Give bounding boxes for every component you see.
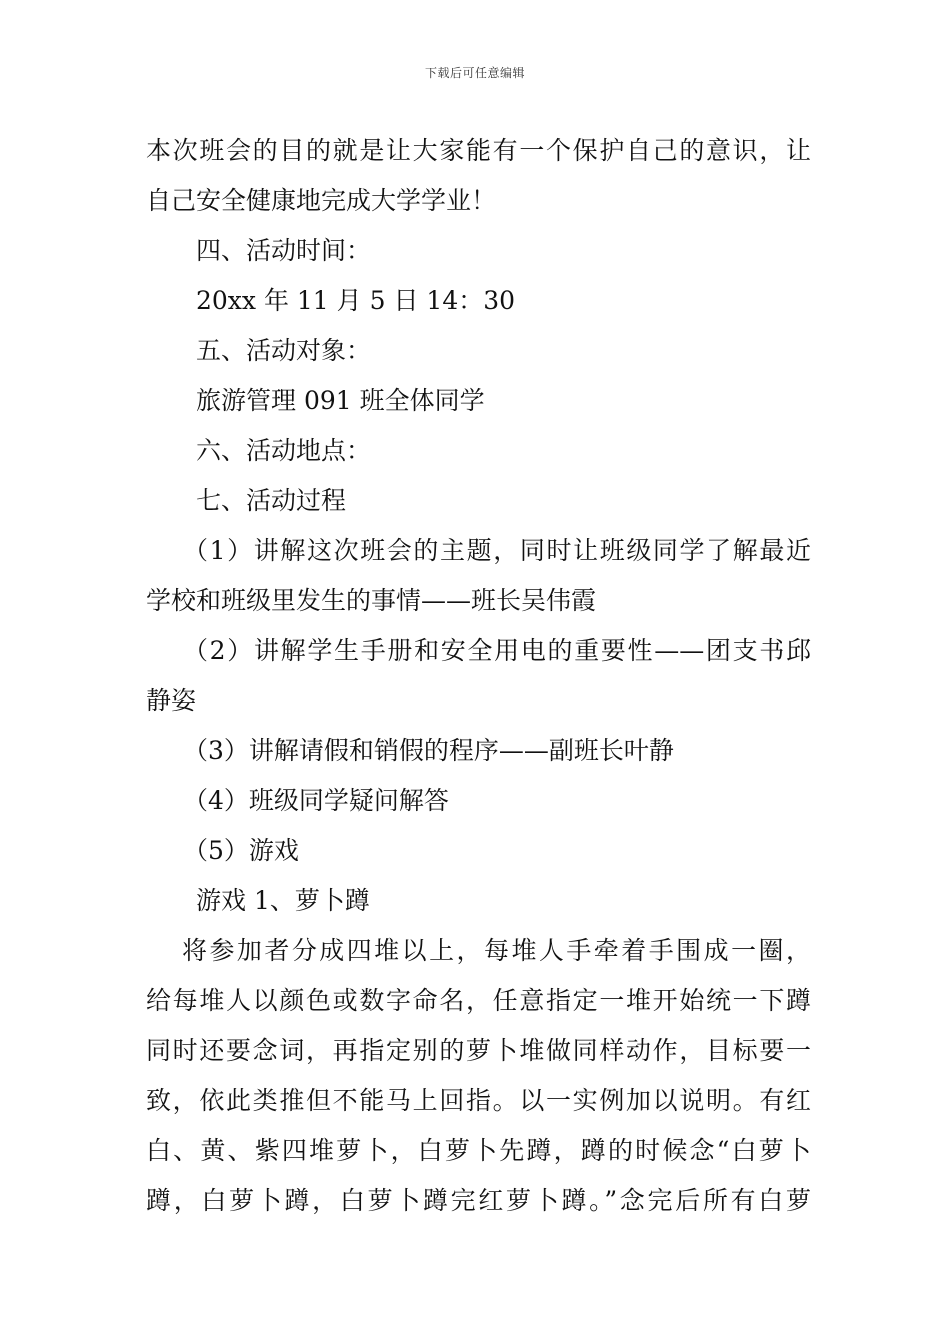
list-item-line: （4）班级同学疑问解答 — [183, 786, 449, 815]
section-heading: 七、活动过程 — [196, 486, 347, 515]
paragraph-line: 白、黄、紫四堆萝卜，白萝卜先蹲，蹲的时候念“白萝卜 — [146, 1136, 811, 1165]
list-item-line: （1）讲解这次班会的主题，同时让班级同学了解最近 — [183, 536, 811, 565]
paragraph-line: 致，依此类推但不能马上回指。以一实例加以说明。有红 — [146, 1086, 811, 1115]
paragraph-line: 20xx 年 11 月 5 日 14：30 — [196, 286, 516, 315]
list-item-line: （5）游戏 — [183, 836, 299, 865]
paragraph-line: 本次班会的目的就是让大家能有一个保护自己的意识，让 — [146, 136, 811, 165]
section-heading: 五、活动对象： — [196, 336, 372, 365]
section-heading: 四、活动时间： — [196, 236, 372, 265]
paragraph-line: 蹲，白萝卜蹲，白萝卜蹲完红萝卜蹲。”念完后所有白萝 — [146, 1186, 811, 1215]
paragraph-line: 旅游管理 091 班全体同学 — [196, 386, 485, 415]
document-body — [146, 126, 811, 1226]
list-item-line: 静姿 — [146, 686, 197, 715]
paragraph-line: 同时还要念词，再指定别的萝卜堆做同样动作，目标要一 — [146, 1036, 811, 1065]
paragraph-line: 将参加者分成四堆以上，每堆人手牵着手围成一圈， — [182, 936, 811, 965]
list-item-line: （3）讲解请假和销假的程序——副班长叶静 — [183, 736, 674, 765]
sub-heading: 游戏 1、萝卜蹲 — [196, 886, 370, 915]
section-heading: 六、活动地点： — [196, 436, 372, 465]
page-header: 下载后可任意编辑 — [424, 66, 525, 80]
list-item-line: （2）讲解学生手册和安全用电的重要性——团支书邱 — [183, 636, 811, 665]
list-item-line: 学校和班级里发生的事情——班长吴伟霞 — [146, 586, 597, 615]
paragraph-line: 给每堆人以颜色或数字命名，任意指定一堆开始统一下蹲 — [146, 986, 811, 1015]
paragraph-line: 自己安全健康地完成大学学业！ — [146, 186, 497, 215]
